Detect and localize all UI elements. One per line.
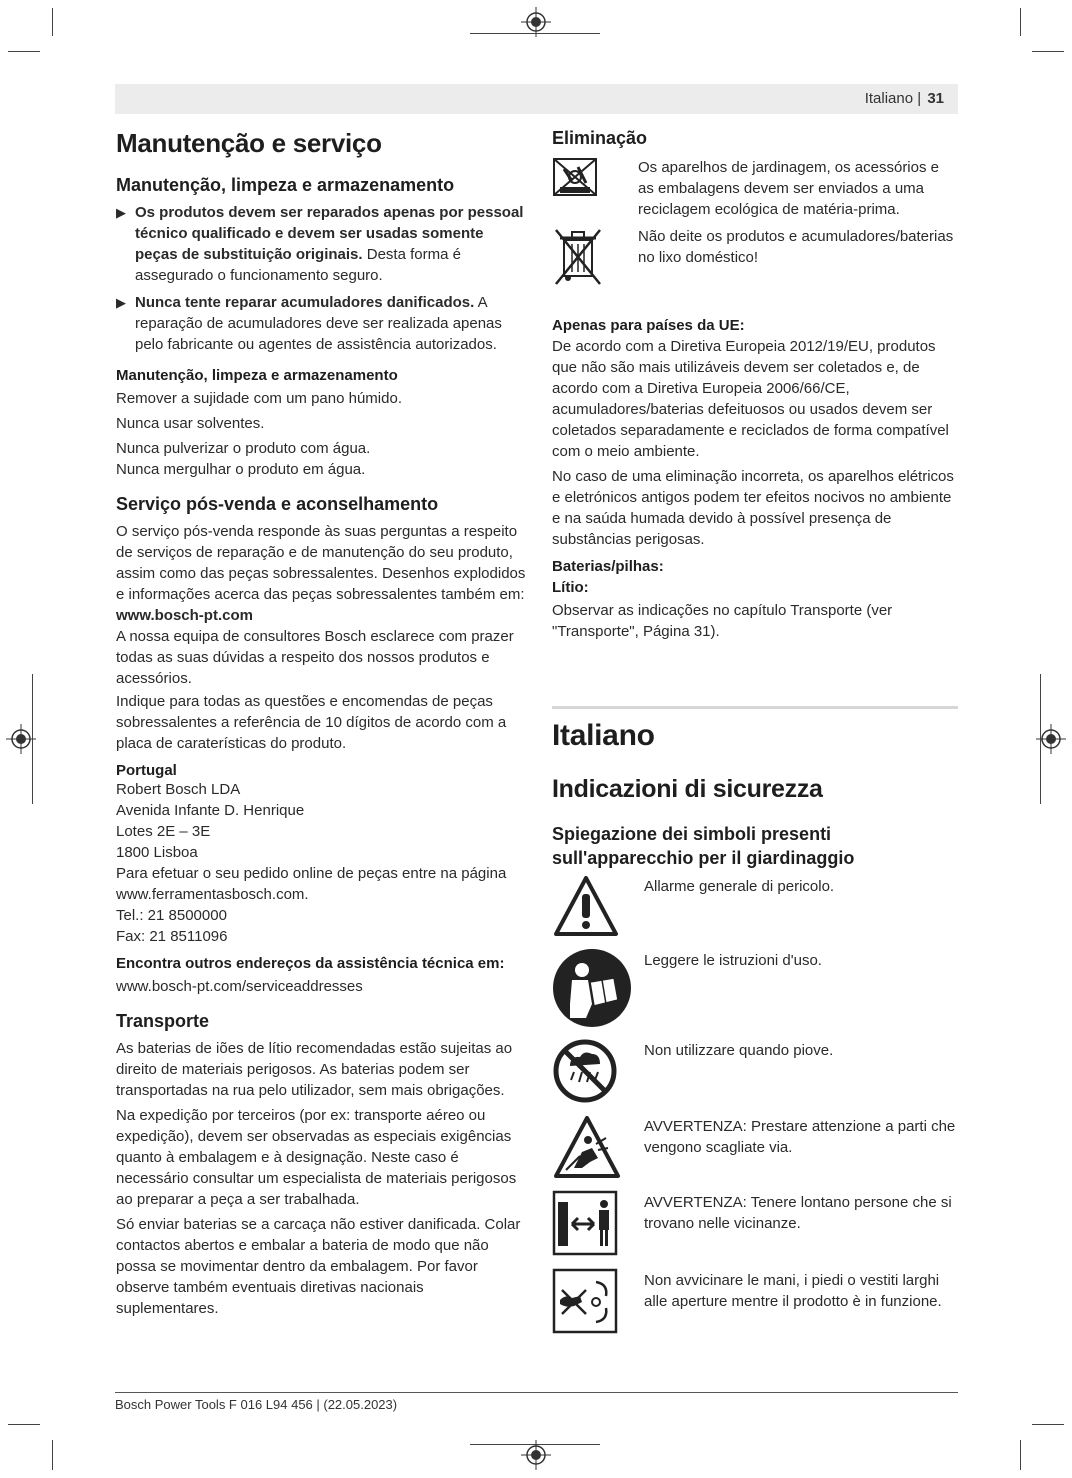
address-line: Para efetuar o seu pedido online de peças entre na página www.ferramentasbosch.com.	[116, 865, 507, 903]
bullet-bold-text: Os produtos devem ser reparados apenas por pessoal técnico qualificado e devem ser usadas somente peças de substituição originais.	[135, 204, 524, 263]
no-rain-icon	[552, 1038, 618, 1104]
address-block	[116, 762, 528, 947]
symbols-heading: Spiegazione dei simboli presenti sull'apparecchio per il giardinaggio	[552, 824, 855, 868]
service-paragraph: A nossa equipa de consultores Bosch esclarece com prazer todas as suas dúvidas a respeito dos nossos produtos e acessórios.	[116, 628, 514, 687]
bullet-bold-text: Nunca tente reparar acumuladores danificados.	[135, 294, 475, 311]
address-line: Tel.: 21 8500000	[116, 907, 227, 924]
hands-feet-away-icon	[552, 1268, 618, 1334]
symbol-row	[552, 874, 958, 948]
page-number: 31	[927, 90, 944, 107]
crossed-bin-icon	[552, 226, 604, 288]
transport-paragraph: As baterias de iões de lítio recomendadas estão sujeitas ao direito de materiais perigosos. As baterias podem ser transportadas na rua pelo utilizador, sem mais obrigações.	[116, 1040, 513, 1099]
crop-mark	[1020, 1440, 1021, 1470]
eu-paragraph: De acordo com a Diretiva Europeia 2012/19/EU, produtos que não são mais utilizáveis devem ser coletados e, de acordo com a Diretiva Europeia 2006/66/CE, acumuladores/baterias defeituosos ou usados devem ser coletados separadamente e reciclados de forma compatível com o meio ambiente.	[552, 338, 949, 460]
maintenance-line: Remover a sujidade com um pano húmido.	[116, 390, 402, 407]
read-manual-icon	[552, 948, 632, 1028]
registration-mark-icon	[6, 724, 36, 754]
footer-text: Bosch Power Tools F 016 L94 456 | (22.05.2023)	[115, 1397, 398, 1412]
bullet-arrow-icon: ▶	[116, 205, 126, 220]
service-link[interactable]: www.bosch-pt.com	[116, 607, 253, 624]
address-line: Lotes 2E – 3E	[116, 823, 211, 840]
transport-heading: Transporte	[116, 1011, 210, 1031]
transport-paragraph: Na expedição por terceiros (por ex: transporte aéreo ou expedição), devem ser observadas as especiais exigências quanto à embalagem e à designação. Neste caso é necessário consultar um especialista de materiais perigosos ao preparar a peça a ser trabalhada.	[116, 1107, 517, 1208]
symbol-row	[552, 1268, 958, 1340]
symbol-text: AVVERTENZA: Prestare attenzione a parti che vengono scagliate via.	[644, 1118, 956, 1156]
maintenance-subheading: Manutenção, limpeza e armazenamento	[116, 367, 398, 384]
eu-heading: Apenas para países da UE:	[552, 317, 745, 334]
symbol-text: Allarme generale di pericolo.	[644, 878, 835, 895]
recycling-icon	[552, 157, 598, 197]
service-paragraph: O serviço pós-venda responde às suas perguntas a respeito de serviços de reparação e de manutenção do seu produto, assim como das peças sobressalentes. Desenhos explodidos e informações acerca das peças sobressalentes também em: www.bosch-pt.com	[116, 523, 526, 624]
registration-mark-icon	[521, 1440, 551, 1470]
symbol-text: Non utilizzare quando piove.	[644, 1042, 834, 1059]
disposal-text: Não deite os produtos e acumuladores/baterias no lixo doméstico!	[638, 228, 954, 266]
service-paragraph: Indique para todas as questões e encomendas de peças sobressalentes a referência de 10 dígitos de acordo com a placa de caraterísticas do produto.	[116, 693, 507, 752]
crop-mark	[1032, 51, 1064, 52]
disposal-text: Os aparelhos de jardinagem, os acessórios e as embalagens devem ser enviados a uma reciclagem ecológica de matéria-prima.	[638, 159, 939, 218]
symbol-row	[552, 1038, 958, 1114]
maintenance-heading: Manutenção, limpeza e armazenamento	[116, 175, 455, 195]
transport-paragraph: Só enviar baterias se a carcaça não estiver danificada. Colar contactos abertos e embalar a bateria de modo que não possa se movimentar dentro da embalagem. Por favor observe também eventuais diretivas nacionais suplementares.	[116, 1216, 521, 1317]
symbol-row	[552, 948, 958, 1038]
registration-mark-icon	[1036, 724, 1066, 754]
address-line: Avenida Infante D. Henrique	[116, 802, 305, 819]
crop-mark	[52, 1440, 53, 1470]
symbol-row	[552, 1190, 958, 1268]
symbol-text: Non avvicinare le mani, i piedi o vestiti larghi alle aperture mentre il prodotto è in funzione.	[644, 1272, 942, 1310]
address-country: Portugal	[116, 762, 177, 779]
warning-triangle-icon	[552, 874, 620, 938]
address-line: 1800 Lisboa	[116, 844, 198, 861]
keep-distance-icon	[552, 1190, 618, 1256]
crop-mark	[8, 51, 40, 52]
flying-debris-icon	[552, 1114, 622, 1180]
safety-heading: Indicazioni di sicurezza	[552, 775, 823, 803]
address-line: Fax: 21 8511096	[116, 928, 228, 945]
header-language: Italiano	[864, 90, 914, 107]
eu-paragraph: No caso de uma eliminação incorreta, os aparelhos elétricos e eletrónicos antigos podem ter efeitos nocivos no ambiente e na saúda humada devido à possível presença de substâncias perigosas.	[552, 468, 954, 548]
section-divider	[552, 706, 958, 709]
more-addresses-heading: Encontra outros endereços da assistência técnica em:	[116, 955, 505, 972]
registration-mark-icon	[521, 7, 551, 37]
header-label	[865, 90, 944, 107]
page-header	[115, 84, 958, 114]
bullet-item	[116, 202, 528, 286]
bullet-arrow-icon: ▶	[116, 295, 126, 310]
maintenance-line: Nunca pulverizar o produto com água.	[116, 440, 371, 457]
maintenance-line: Nunca mergulhar o produto em água.	[116, 461, 366, 478]
lithium-text: Observar as indicações no capítulo Transporte (ver "Transporte", Página 31).	[552, 602, 893, 640]
disposal-row	[552, 226, 958, 293]
section-title: Manutenção e serviço	[116, 128, 382, 158]
bullet-text: A reparação de acumuladores deve ser realizada apenas pelo fabricante ou agentes de assistência autorizados.	[135, 294, 502, 353]
right-column	[552, 128, 958, 1340]
symbol-text: Leggere le istruzioni d'uso.	[644, 952, 822, 969]
bullet-text: Desta forma é assegurado o funcionamento seguro.	[135, 246, 461, 284]
left-column	[116, 128, 528, 1323]
maintenance-line: Nunca usar solventes.	[116, 415, 265, 432]
more-addresses-link[interactable]: www.bosch-pt.com/serviceaddresses	[116, 978, 363, 995]
disposal-row	[552, 157, 958, 220]
header-separator: |	[917, 90, 922, 107]
service-heading: Serviço pós-venda e aconselhamento	[116, 494, 439, 514]
italiano-title: Italiano	[552, 719, 655, 752]
crop-mark	[8, 1424, 40, 1425]
crop-mark	[52, 8, 53, 36]
bullet-item	[116, 292, 528, 355]
address-line: Robert Bosch LDA	[116, 781, 241, 798]
symbol-row	[552, 1114, 958, 1190]
lithium-heading: Lítio:	[552, 579, 589, 596]
crop-mark	[1020, 8, 1021, 36]
batteries-heading: Baterias/pilhas:	[552, 558, 664, 575]
symbol-text: AVVERTENZA: Tenere lontano persone che si trovano nelle vicinanze.	[644, 1194, 952, 1232]
footer-divider	[115, 1392, 958, 1393]
disposal-heading: Eliminação	[552, 128, 648, 148]
crop-mark	[1032, 1424, 1064, 1425]
